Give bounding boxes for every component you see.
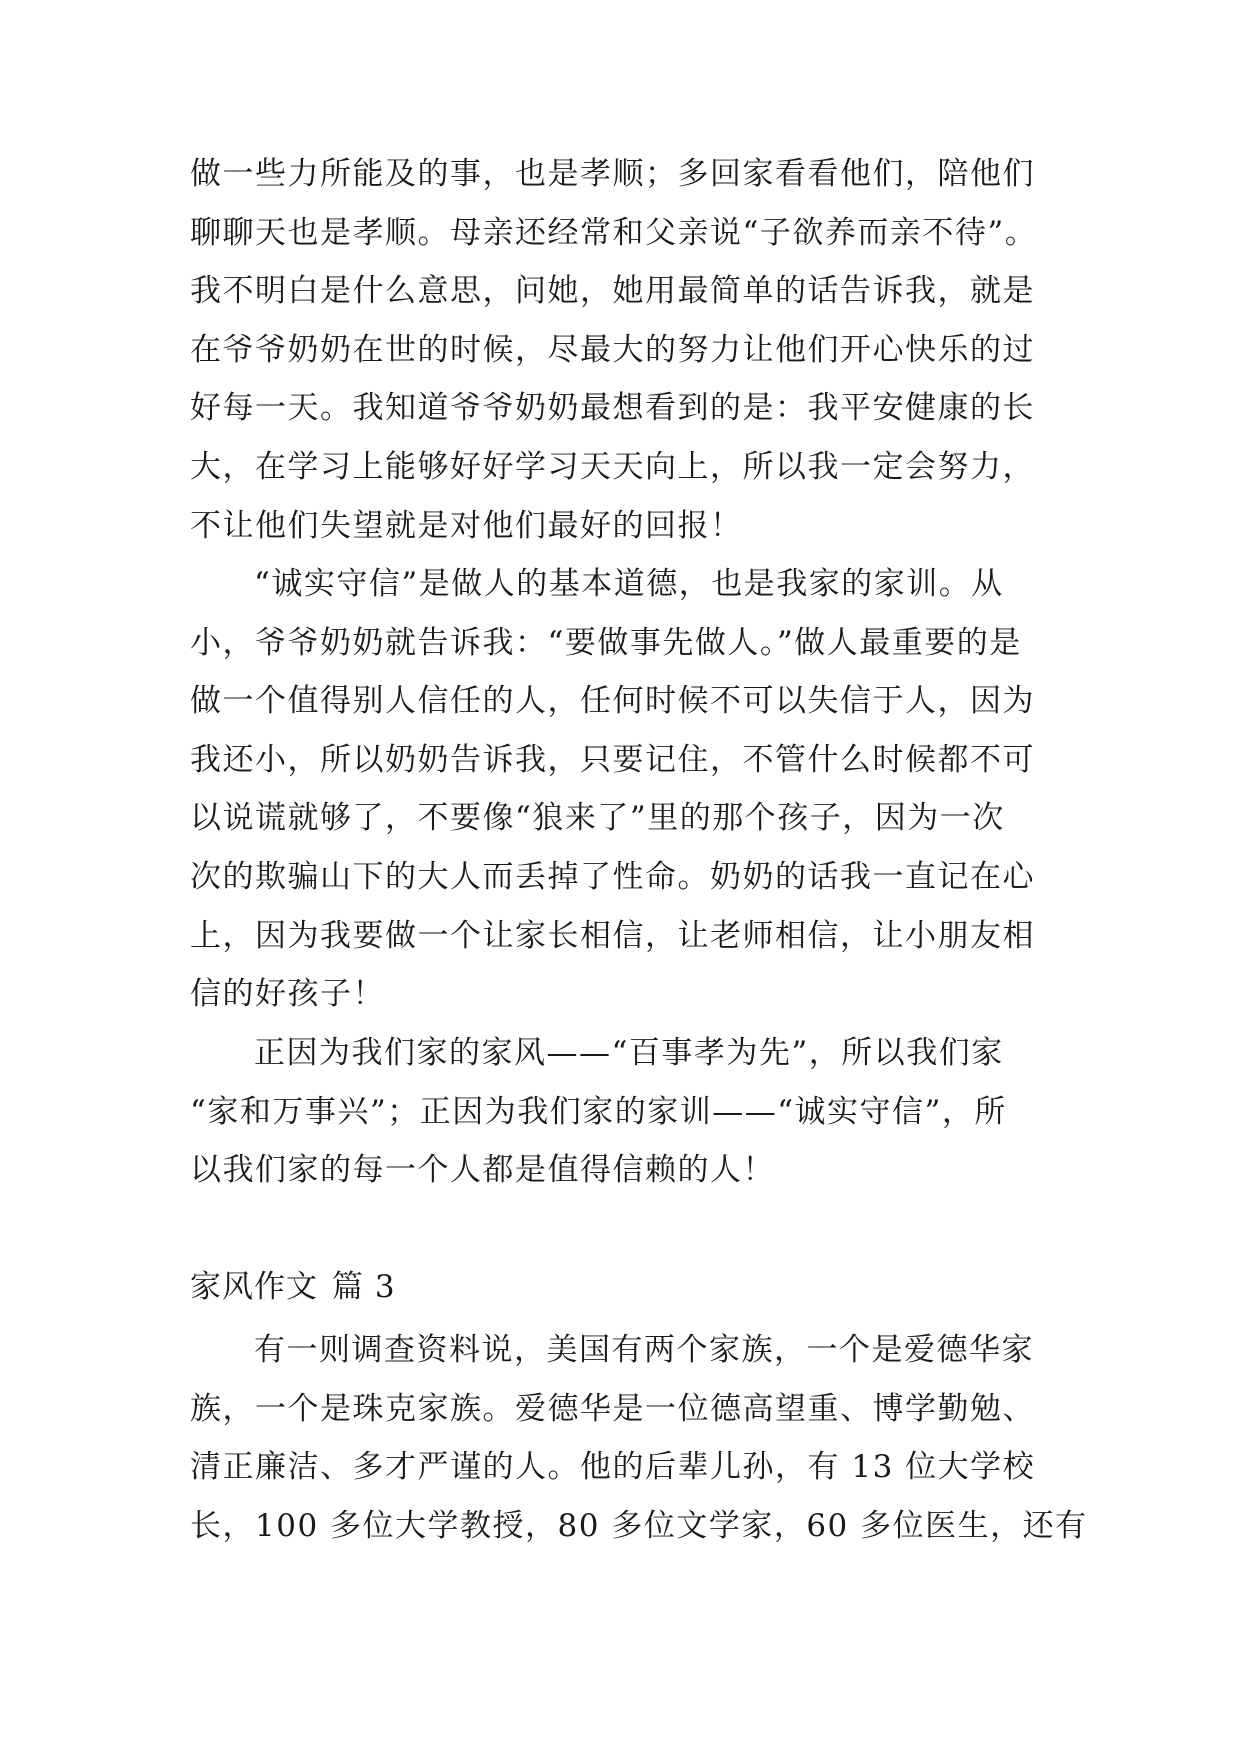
text-line: 上，因为我要做一个让家长相信，让老师相信，让小朋友相 — [190, 917, 1035, 954]
paragraph-family-study — [190, 1321, 1088, 1555]
text-line: 我还小，所以奶奶告诉我，只要记住，不管什么时候都不可 — [190, 741, 1035, 778]
text-line: 好每一天。我知道爷爷奶奶最想看到的是：我平安健康的长 — [190, 390, 1035, 427]
text-line: 正因为我们家的家风——“百事孝为先”，所以我们家 — [254, 1035, 1004, 1071]
text-line: “家和万事兴”；正因为我们家的家训——“诚实守信”，所 — [190, 1093, 1007, 1130]
text-line: 族，一个是珠克家族。爱德华是一位德高望重、博学勤勉、 — [190, 1390, 1035, 1427]
text-line: 做一个值得别人信任的人，任何时候不可以失信于人，因为 — [190, 683, 1035, 720]
section-number: 篇 3 — [332, 1269, 396, 1305]
text-line: 次的欺骗山下的大人而丢掉了性命。奶奶的话我一直记在心 — [190, 858, 1035, 895]
text-line: 聊聊天也是孝顺。母亲还经常和父亲说“子欲养而亲不待”。 — [190, 214, 1038, 251]
section-title: 家风作文 — [190, 1269, 318, 1305]
text-line: 以说谎就够了，不要像“狼来了”里的那个孩子，因为一次 — [190, 800, 1005, 837]
text-line: 长，100 多位大学教授，80 多位文学家，60 多位医生，还有 — [190, 1507, 1088, 1544]
text-line: 信的好孩子！ — [190, 976, 385, 1013]
text-line: 做一些力所能及的事，也是孝顺；多回家看看他们，陪他们 — [190, 156, 1035, 192]
text-line: 我不明白是什么意思，问她，她用最简单的话告诉我，就是 — [190, 273, 1035, 310]
text-line: “诚实守信”是做人的基本道德，也是我家的家训。从 — [254, 566, 1004, 602]
text-line: 小，爷爷奶奶就告诉我：“要做事先做人。”做人最重要的是 — [190, 624, 1022, 661]
paragraph-filial-piety-continued — [190, 145, 1050, 555]
text-line: 有一则调查资料说，美国有两个家族，一个是爱德华家 — [254, 1332, 1034, 1368]
paragraph-conclusion — [190, 1024, 1050, 1200]
text-line: 以我们家的每一个人都是值得信赖的人！ — [190, 1152, 775, 1189]
text-line: 清正廉洁、多才严谨的人。他的后辈儿孙，有 13 位大学校 — [190, 1449, 1036, 1486]
section-heading — [190, 1258, 396, 1316]
paragraph-honesty — [190, 555, 1050, 1024]
text-line: 大，在学习上能够好好学习天天向上，所以我一定会努力， — [190, 448, 1035, 485]
text-line: 不让他们失望就是对他们最好的回报！ — [190, 507, 743, 544]
text-line: 在爷爷奶奶在世的时候，尽最大的努力让他们开心快乐的过 — [190, 331, 1035, 368]
